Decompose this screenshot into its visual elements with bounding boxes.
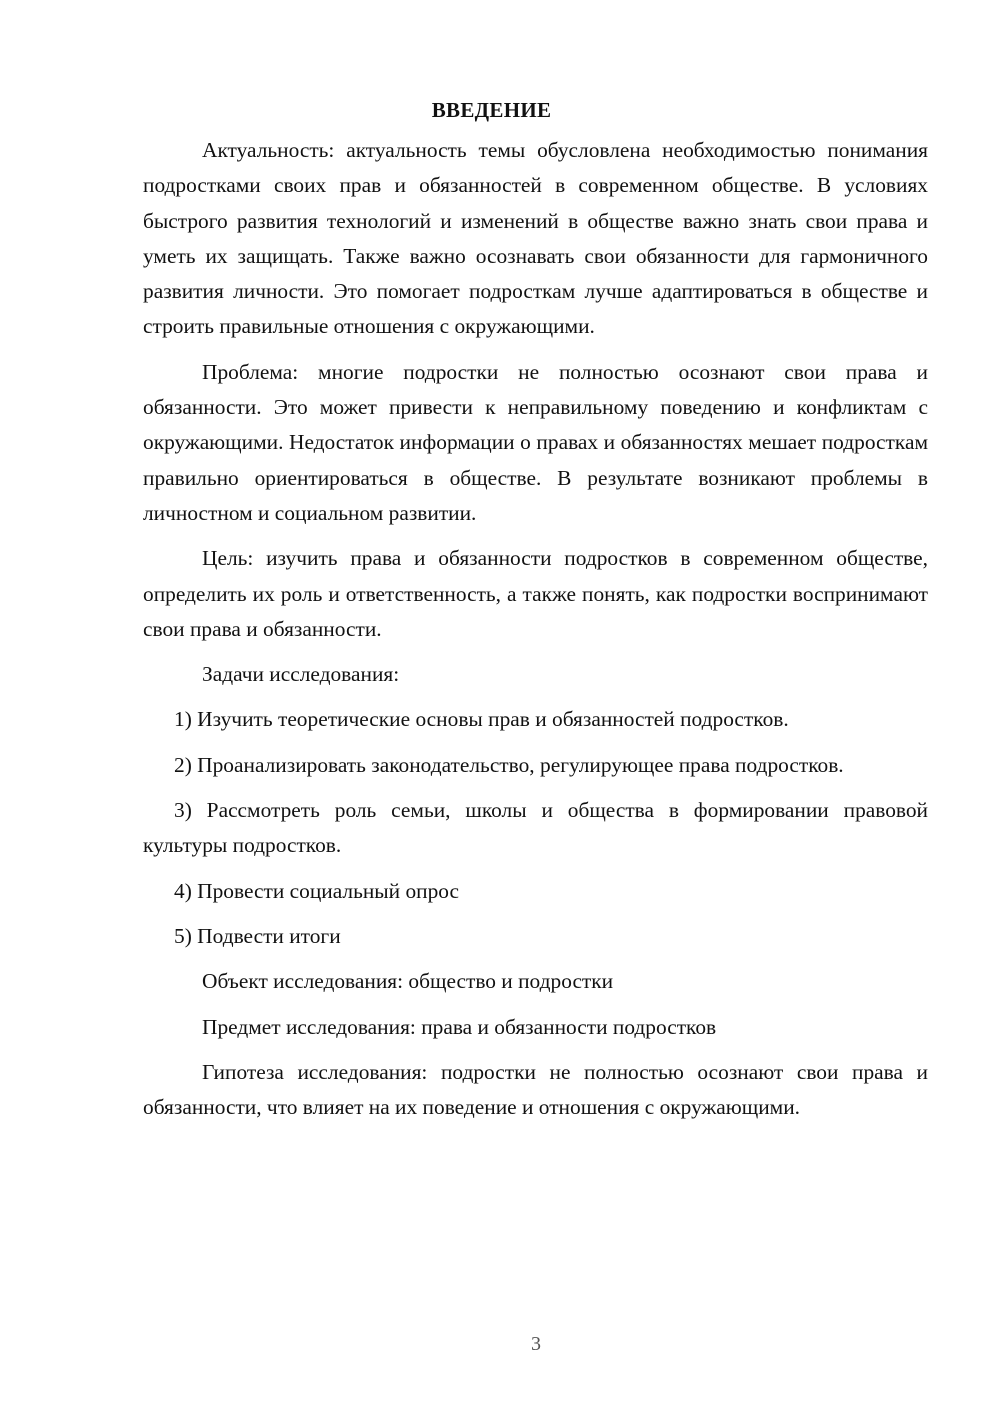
task-item: 2) Проанализировать законодательство, регулирующее права подростков. — [174, 752, 844, 777]
relevance-paragraph: Актуальность: актуальность темы обусловлена необходимостью понимания подростками своих прав и обязанностей в современном обществе. В условиях быстрого развития технологий и изменений в обществе важно знать свои права и уметь их защищать. Также важно осознавать свои обязанности для гармоничного развития личности. Это помогает подросткам лучше адаптироваться в обществе и строить правильные отношения с окружающими. — [143, 138, 928, 339]
page-number: 3 — [531, 1333, 541, 1355]
problem-paragraph: Проблема: многие подростки не полностью осознают свои права и обязанности. Это может привести к неправильному поведению и конфликтам с окружающими. Недостаток информации о правах и обязанностях мешает подросткам правильно ориентироваться в обществе. В результате возникают проблемы в личностном и социальном развитии. — [143, 359, 928, 525]
task-item: 3) Рассмотреть роль семьи, школы и общества в формировании правовой культуры подростков. — [143, 798, 928, 858]
tasks-heading: Задачи исследования: — [202, 662, 400, 687]
task-item: 4) Провести социальный опрос — [174, 878, 460, 903]
object-paragraph: Объект исследования: общество и подростки — [202, 969, 614, 994]
hypothesis-paragraph: Гипотеза исследования: подростки не полностью осознают свои права и обязанности, что влияет на их поведение и отношения с окружающими. — [143, 1059, 928, 1120]
task-item: 5) Подвести итоги — [174, 923, 341, 948]
document-page — [143, 95, 928, 1135]
section-title: ВВЕДЕНИЕ — [431, 98, 552, 122]
goal-paragraph: Цель: изучить права и обязанности подростков в современном обществе, определить их роль и ответственность, а также понять, как подростки воспринимают свои права и обязанности. — [143, 546, 928, 641]
task-item: 1) Изучить теоретические основы прав и обязанностей подростков. — [174, 707, 789, 732]
subject-paragraph: Предмет исследования: права и обязанности подростков — [202, 1014, 717, 1039]
